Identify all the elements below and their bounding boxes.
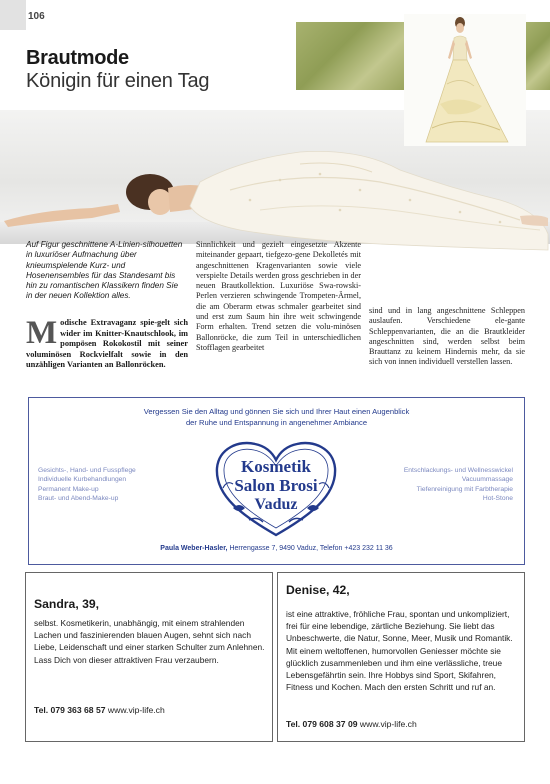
intro-text: odische Extravaganz spie-gelt sich wider im Knitter-Knautschlook, im pompösen Rokokostil mit seiner voluminösen Rockvielfalt sowie in den unzähligen Varianten an Ballonröcken. — [26, 318, 188, 369]
logo-line-1: Kosmetik — [241, 457, 311, 476]
standing-bride-image — [412, 14, 522, 146]
personal-ad-website: www.vip-life.ch — [359, 719, 417, 729]
page-number-bar — [0, 0, 26, 30]
article-column-3: sind und in lang angeschnittene Schleppen auslaufen. Verschiedene ele-gante Schleppenvarianten, die an die Brautkleider angeschnitten sind, werden selbst beim Brauttanz zu keinem Hindernis mehr, da sie sich von innen individuell verstellen lassen. — [369, 306, 525, 367]
ad-contact — [28, 545, 525, 552]
ad-services-right — [370, 466, 513, 503]
page-number: 106 — [28, 11, 45, 22]
ad-service-item: Braut- und Abend-Make-up — [38, 494, 119, 502]
ad-headline-line-2: der Ruhe und Entspannung in angenehmer Ambiance — [185, 417, 368, 427]
salon-logo — [213, 438, 339, 537]
ad-contact-address: Herrengasse 7, 9490 Vaduz, Telefon +423 232 11 36 — [229, 545, 393, 552]
ad-service-item: Individuelle Kurbehandlungen — [38, 476, 127, 484]
ad-headline — [28, 407, 525, 428]
personal-ad-contact — [34, 705, 165, 715]
personal-ad-contact — [286, 719, 417, 729]
personal-ad-name: Sandra, 39, — [34, 597, 100, 611]
ad-service-item: Tiefenreinigung mit Farbtherapie — [416, 485, 513, 493]
article-column-2: Sinnlichkeit und gezielt eingesetzte Akzente miteinander gepaart, tiefgezo-gene Dekolletés mit angeschnittenen Kragenvarianten sowie viele verspielte Details werden gross geschrieben in der neuen Brautkollektion. Luxuriöse Swa-rowski-Perlen verzieren schwingende Trompeten-Ärmel, die am Oberarm etwas schmaler gearbeitet sind und erst zum Saum hin ihre weit schwingende Form erhalten. Trend setzen die volu-minösen Ballonröcke, die zum Teil in unterschiedlichen Stofflagen gearbeitet — [196, 240, 361, 352]
ad-service-item: Entschlackungs- und Wellnesswickel — [403, 467, 513, 474]
personal-ad-phone: Tel. 079 363 68 57 — [34, 705, 106, 715]
ad-services-left — [38, 466, 136, 503]
article-subtitle: Königin für einen Tag — [26, 70, 210, 92]
personal-ad-text: selbst. Kosmetikerin, unabhängig, mit einem strahlenden Lachen und faszinierenden blauen Augen, sehnt sich nach Liebe, Leidenschaft und einer starken Schulter zum Anlehnen. Lass Dich von dieser attraktiven Frau verzaubern. — [34, 618, 265, 665]
photo-caption: Auf Figur geschnittene A-Linien-silhouetten in luxuriöser Aufmachung über knieumspielende Kurz- und Hosenensembles für das Standesamt bis hin zu romantischen Klassikern finden Sie in der neuen Kollektion alles. — [26, 240, 183, 301]
green-swatch-image-right — [526, 22, 550, 90]
green-swatch-image — [296, 22, 404, 90]
ad-service-item: Permanent Make-up — [38, 485, 99, 493]
article-intro — [26, 315, 188, 371]
logo-line-2: Salon Brosi — [234, 476, 318, 495]
ad-service-item: Vacuummassage — [461, 476, 513, 484]
personal-ad-phone: Tel. 079 608 37 09 — [286, 719, 358, 729]
drop-cap: M — [26, 315, 58, 351]
personal-ad-text: ist eine attraktive, fröhliche Frau, spontan und unkompliziert, frei für eine lebendige, zärtliche Beziehung. Sie liebt das Unbeschwerte, die Natur, Sonne, Meer, Musik und Romantik. Mit einem weltoffenen, humorvollen Geniesser möchte sie glücklich zusammenleben und ihm eine verlässliche, treue Lebensgefährtin sein. Ihre Hobbys sind Sport, Skifahren, Fitness und Kochen. Mach den ersten Schritt und ruf an. — [286, 609, 513, 693]
ad-contact-name: Paula Weber-Hasler, — [160, 545, 228, 552]
article-title: Brautmode — [26, 47, 129, 69]
ad-service-item: Hot-Stone — [482, 494, 513, 502]
personal-ad-website: www.vip-life.ch — [107, 705, 165, 715]
logo-line-3: Vaduz — [254, 496, 298, 513]
ad-headline-line-1: Vergessen Sie den Alltag und gönnen Sie sich und Ihrer Haut einen Augenblick — [143, 407, 410, 416]
ad-service-item: Gesichts-, Hand- und Fusspflege — [38, 467, 136, 474]
personal-ad-name: Denise, 42, — [286, 583, 350, 597]
